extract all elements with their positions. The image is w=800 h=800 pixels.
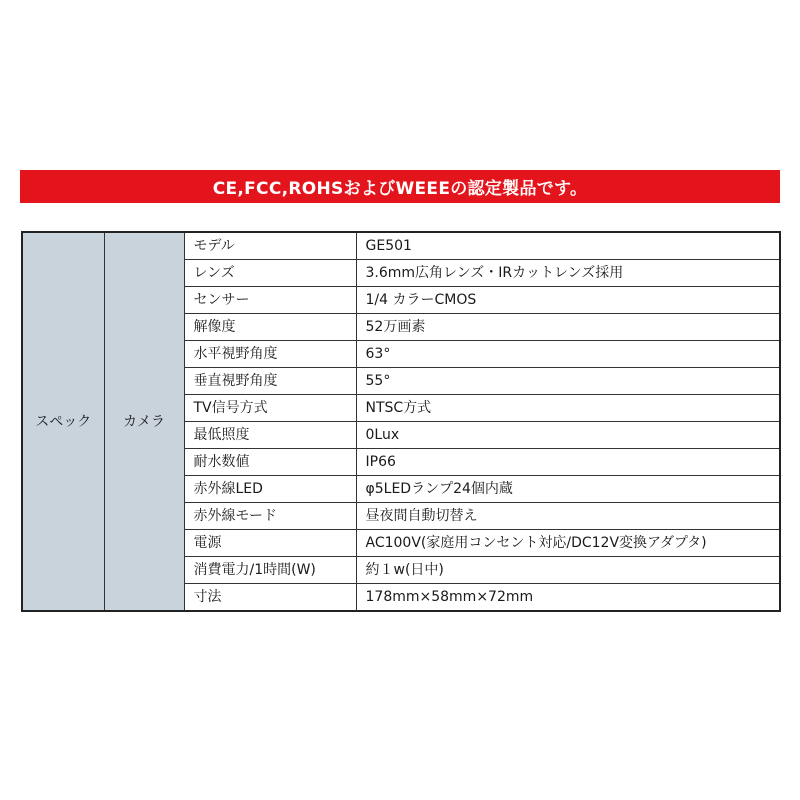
row-label: TV信号方式 <box>184 395 356 422</box>
row-label: 寸法 <box>184 584 356 612</box>
row-label: レンズ <box>184 260 356 287</box>
camera-group-cell: カメラ <box>104 232 184 611</box>
row-label: 垂直視野角度 <box>184 368 356 395</box>
row-value: 0Lux <box>356 422 780 449</box>
row-label: 耐水数値 <box>184 449 356 476</box>
row-value: 55° <box>356 368 780 395</box>
row-value: 178mm×58mm×72mm <box>356 584 780 612</box>
row-value: NTSC方式 <box>356 395 780 422</box>
row-label: 解像度 <box>184 314 356 341</box>
row-label: 消費電力/1時間(W) <box>184 557 356 584</box>
row-value: 3.6mm広角レンズ・IRカットレンズ採用 <box>356 260 780 287</box>
row-value: GE501 <box>356 232 780 260</box>
row-label: 電源 <box>184 530 356 557</box>
certification-text: CE,FCC,ROHSおよびWEEEの認定製品です。 <box>212 179 588 199</box>
table-row <box>22 232 780 260</box>
row-value: 63° <box>356 341 780 368</box>
spec-table <box>21 231 781 612</box>
row-value: 1/4 カラーCMOS <box>356 287 780 314</box>
row-value: 昼夜間自動切替え <box>356 503 780 530</box>
row-value: φ5LEDランプ24個内蔵 <box>356 476 780 503</box>
row-label: 赤外線モード <box>184 503 356 530</box>
spec-group-cell: スペック <box>22 232 104 611</box>
certification-banner <box>20 170 780 203</box>
row-label: 赤外線LED <box>184 476 356 503</box>
row-value: IP66 <box>356 449 780 476</box>
row-label: センサー <box>184 287 356 314</box>
row-label: 最低照度 <box>184 422 356 449</box>
row-value: 52万画素 <box>356 314 780 341</box>
row-value: AC100V(家庭用コンセント対応/DC12V変換アダプタ) <box>356 530 780 557</box>
row-label: モデル <box>184 232 356 260</box>
row-label: 水平視野角度 <box>184 341 356 368</box>
row-value: 約１w(日中) <box>356 557 780 584</box>
